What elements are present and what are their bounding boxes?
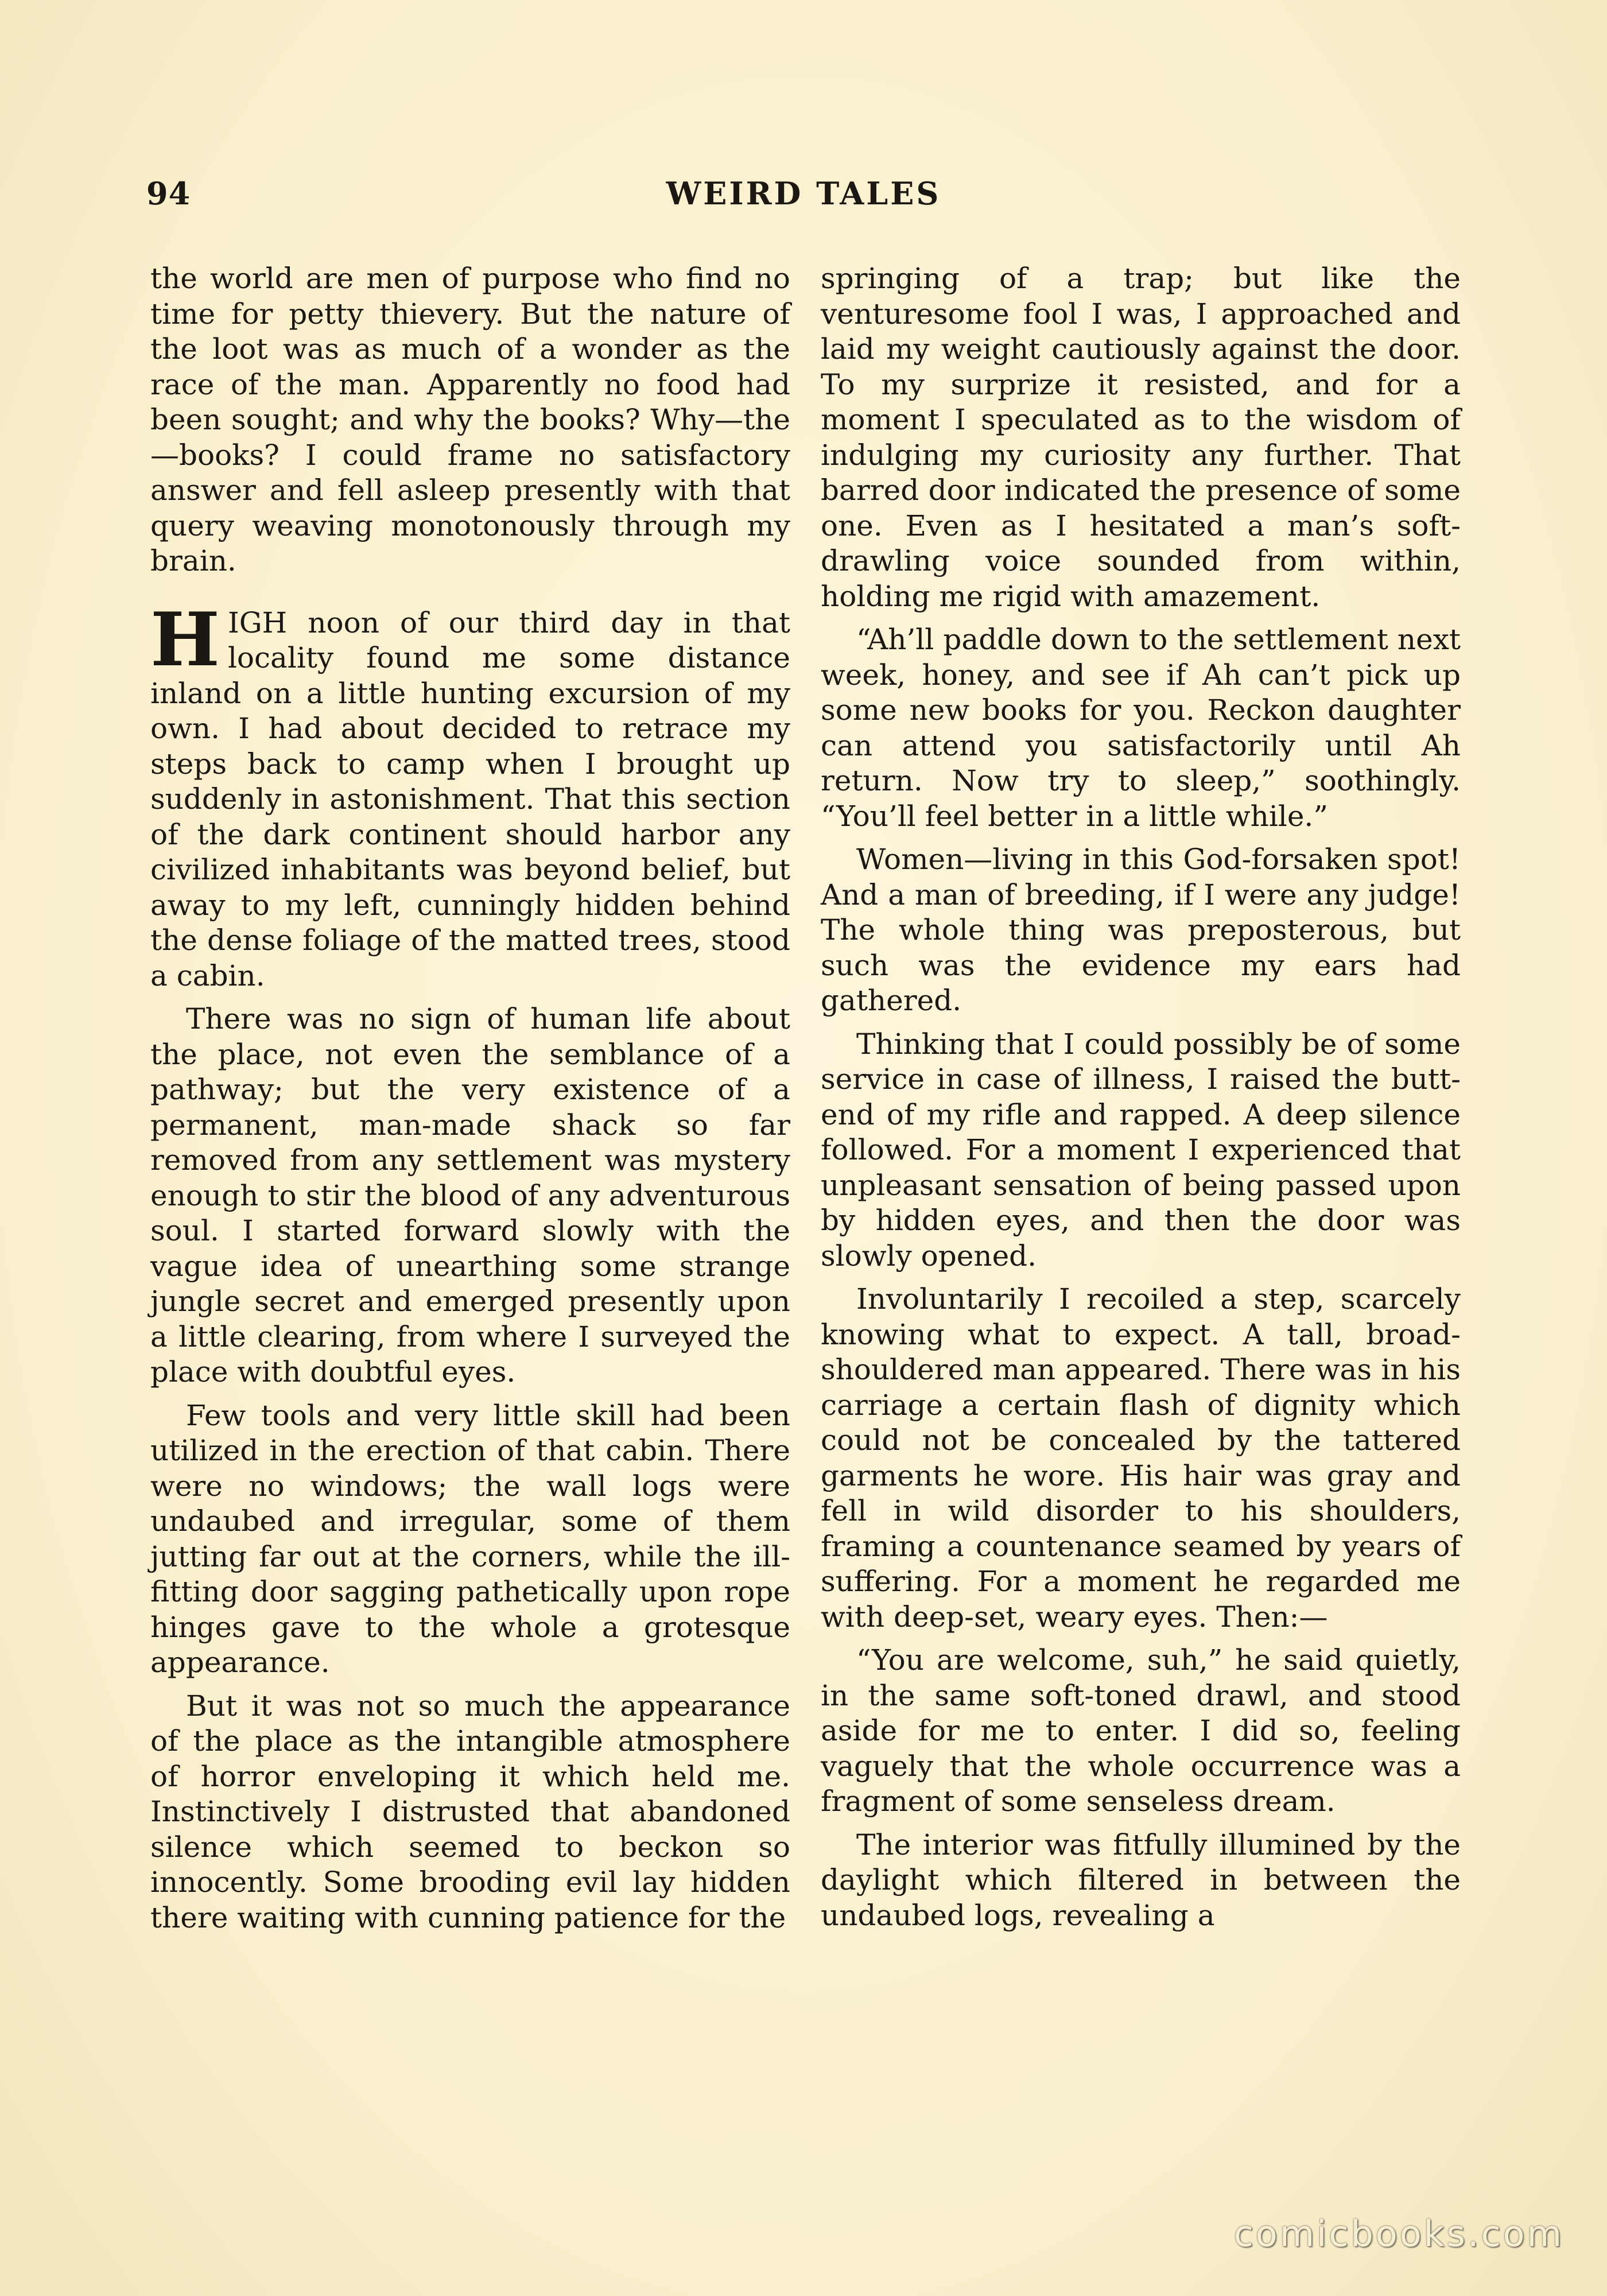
- paragraph: Thinking that I could possibly be of some service in case of illness, I raised the butt-end of my rifle and rapped. A deep silence followed. For a moment I experienced that unpleasant sensation of being passed upon by hidden eyes, and then the door was slowly opened.: [821, 1027, 1461, 1273]
- paragraph: Involuntarily I recoiled a step, scarcely knowing what to expect. A tall, broad-shouldered man appeared. There was in his carriage a certain flash of dignity which could not be concealed by the tattered garments he wore. His hair was gray and fell in wild disorder to his shoulders, framing a countenance seamed by years of suffering. For a moment he regarded me with deep-set, weary eyes. Then:—: [821, 1282, 1461, 1634]
- paragraph: the world are men of purpose who find no time for petty thievery. But the nature of the loot was as much of a wonder as the race of the man. Apparently no food had been sought; and why the books? Why—the—books? I could frame no satisfactory answer and fell asleep presently with that query weaving monotonously through my brain.: [150, 262, 790, 577]
- paragraph: But it was not so much the appearance of the place as the intangible atmosphere of horror enveloping it which held me. Instinctively I distrusted that abandoned silence which seemed to beckon so innocently. Some brooding evil lay hidden there waiting with cunning patience for the: [150, 1689, 790, 1934]
- watermark: comicbooks.com: [1233, 2213, 1564, 2255]
- paragraph: springing of a trap; but like the venturesome fool I was, I approached and laid my weight cautiously against the door. To my surprize it resisted, and for a moment I speculated as to the wisdom of indulging my curiosity any further. That barred door indicated the presence of some one. Even as I hesitated a man’s soft-drawling voice sounded from within, holding me rigid with amazement.: [821, 262, 1461, 613]
- page-header: [146, 175, 1461, 221]
- paragraph: The interior was fitfully illumined by the daylight which filtered in between the undaubed logs, revealing a: [821, 1828, 1461, 1932]
- paragraph: Few tools and very little skill had been utilized in the erection of that cabin. There were no windows; the wall logs were undaubed and irregular, some of them jutting far out at the corners, while the ill-fitting door sagging pathetically upon rope hinges gave to the whole a grotesque appearance.: [150, 1398, 790, 1679]
- drop-cap: H: [150, 596, 220, 683]
- paragraph-text: IGH noon of our third day in that locality found me some distance inland on a little hunting excursion of my own. I had about decided to retrace my steps back to camp when I brought up suddenly in astonishment. That this section of the dark continent should harbor any civilized inhabitants was beyond belief, but away to my left, cunningly hidden behind the dense foliage of the matted trees, stood a cabin.: [150, 606, 790, 992]
- right-column: [821, 261, 1461, 1941]
- left-column: [150, 261, 790, 1944]
- paragraph: Women—living in this God-forsaken spot! And a man of breeding, if I were any judge! The whole thing was preposterous, but such was the evidence my ears had gathered.: [821, 843, 1461, 1017]
- paragraph: “Ah’ll paddle down to the settlement next week, honey, and see if Ah can’t pick up some new books for you. Reckon daughter can attend you satisfactorily until Ah return. Now try to sleep,” soothingly. “You’ll feel better in a little while.”: [821, 623, 1461, 833]
- paragraph: “You are welcome, suh,” he said quietly, in the same soft-toned drawl, and stood aside for me to enter. I did so, feeling vaguely that the whole occurrence was a fragment of some senseless dream.: [821, 1643, 1461, 1818]
- paragraph: There was no sign of human life about the place, not even the semblance of a pathway; but the very existence of a permanent, man-made shack so far removed from any settlement was mystery enough to stir the blood of any adventurous soul. I started forward slowly with the vague idea of unearthing some strange jungle secret and emerged presently upon a little clearing, from where I surveyed the place with doubtful eyes.: [150, 1002, 790, 1389]
- page-number: 94: [146, 175, 191, 212]
- running-head: WEIRD TALES: [666, 175, 941, 212]
- paragraph-dropcap: [150, 596, 790, 994]
